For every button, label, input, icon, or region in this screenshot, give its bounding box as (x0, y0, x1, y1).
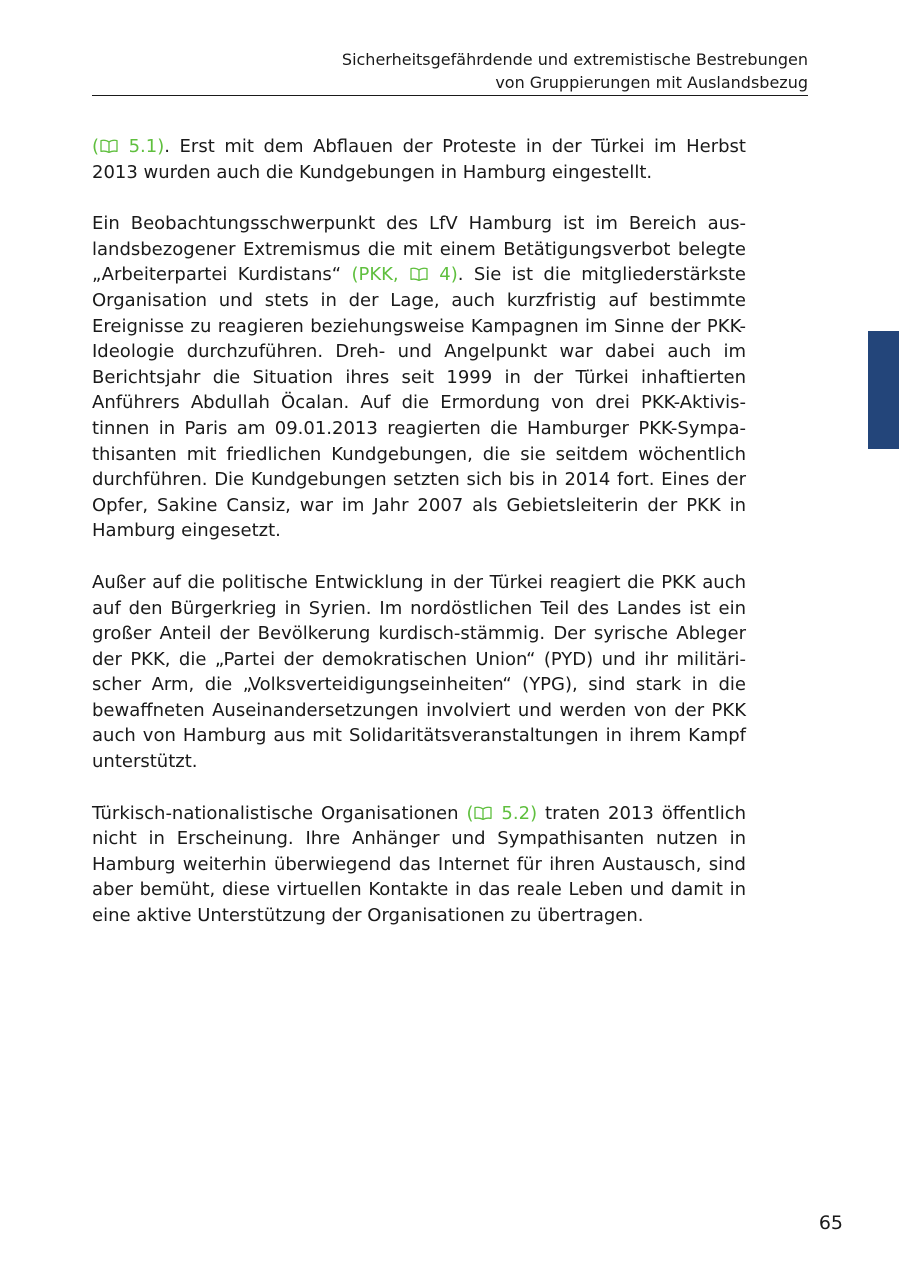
book-icon (100, 139, 118, 153)
paragraph-1: ( 5.1). Erst mit dem Abflauen der Proteste in der Türkei im Herbst 2013 wurden auch die Kundgebungen in Hamburg eingestellt. (92, 136, 746, 183)
paragraph-2: Ein Beobachtungsschwerpunkt des LfV Hamburg ist im Bereich auslandsbezogener Extremismus die mit einem Betätigungsverbot belegte „Arbeiterpartei Kurdistans“ (PKK, 4). Sie ist die mitgliederstärkste Organisation und stets in der Lage, auch kurzfristig auf bestimmte Ereignisse zu reagieren beziehungsweise Kampagnen im Sinne der PKK-Ideologie durchzuführen. Dreh- und Angelpunkt war dabei auch im Berichtsjahr die Situation ihres seit 1999 in der Türkei inhaftierten Anführers Abdullah Öcalan. Auf die Ermordung von drei PKK-Aktivistinnen in Paris am 09.01.2013 reagierten die Hamburger PKK-Sympathisanten mit friedlichen Kundgebungen, die sie seitdem wöchentlich durchführen. Die Kundgebungen setzten sich bis in 2014 fort. Eines der Opfer, Sakine Cansiz, war im Jahr 2007 als Gebietsleiterin der PKK in Hamburg eingesetzt. (92, 213, 746, 542)
paragraph-4: Türkisch-nationalistische Organisationen ( 5.2) traten 2013 öffentlich nicht in Erscheinung. Ihre Anhänger und Sympathisanten nutzen in Hamburg weiterhin überwiegend das Internet für ihren Austausch, sind aber bemüht, diese virtuellen Kontakte in das reale Leben und damit in eine aktive Unterstützung der Organisationen zu übertragen. (92, 802, 746, 927)
body-text (92, 134, 746, 955)
running-header-line-1: Sicherheitsgefährdende und extremistische Bestrebungen (341, 50, 808, 69)
book-icon (474, 806, 492, 820)
paragraph-3: Außer auf die politische Entwicklung in der Türkei reagiert die PKK auch auf den Bürgerkrieg in Syrien. Im nordöstlichen Teil des Landes ist ein großer Anteil der Bevölkerung kurdisch-stämmig. Der syrische Ableger der PKK, die „Partei der demokratischen Union“ (PYD) und ihr militärischer Arm, die „Volksverteidigungseinheiten“ (YPG), sind stark in die bewaffneten Auseinandersetzungen involviert und werden von der PKK auch von Hamburg aus mit Solidaritätsveranstaltungen in ihrem Kampf unterstützt. (92, 571, 746, 773)
book-icon (410, 267, 428, 281)
running-header-line-2: von Gruppierungen mit Auslandsbezug (495, 73, 808, 92)
cross-reference-4[interactable]: (PKK, 4) (351, 264, 458, 286)
cross-reference-5-2[interactable]: ( 5.2) (466, 802, 538, 824)
cross-reference-5-1[interactable]: ( 5.1) (92, 136, 165, 157)
chapter-side-tab (868, 331, 899, 449)
page-number: 65 (818, 1212, 843, 1234)
header-rule (92, 95, 808, 96)
chapter-side-tab-fill (868, 331, 899, 449)
running-header (92, 48, 808, 94)
